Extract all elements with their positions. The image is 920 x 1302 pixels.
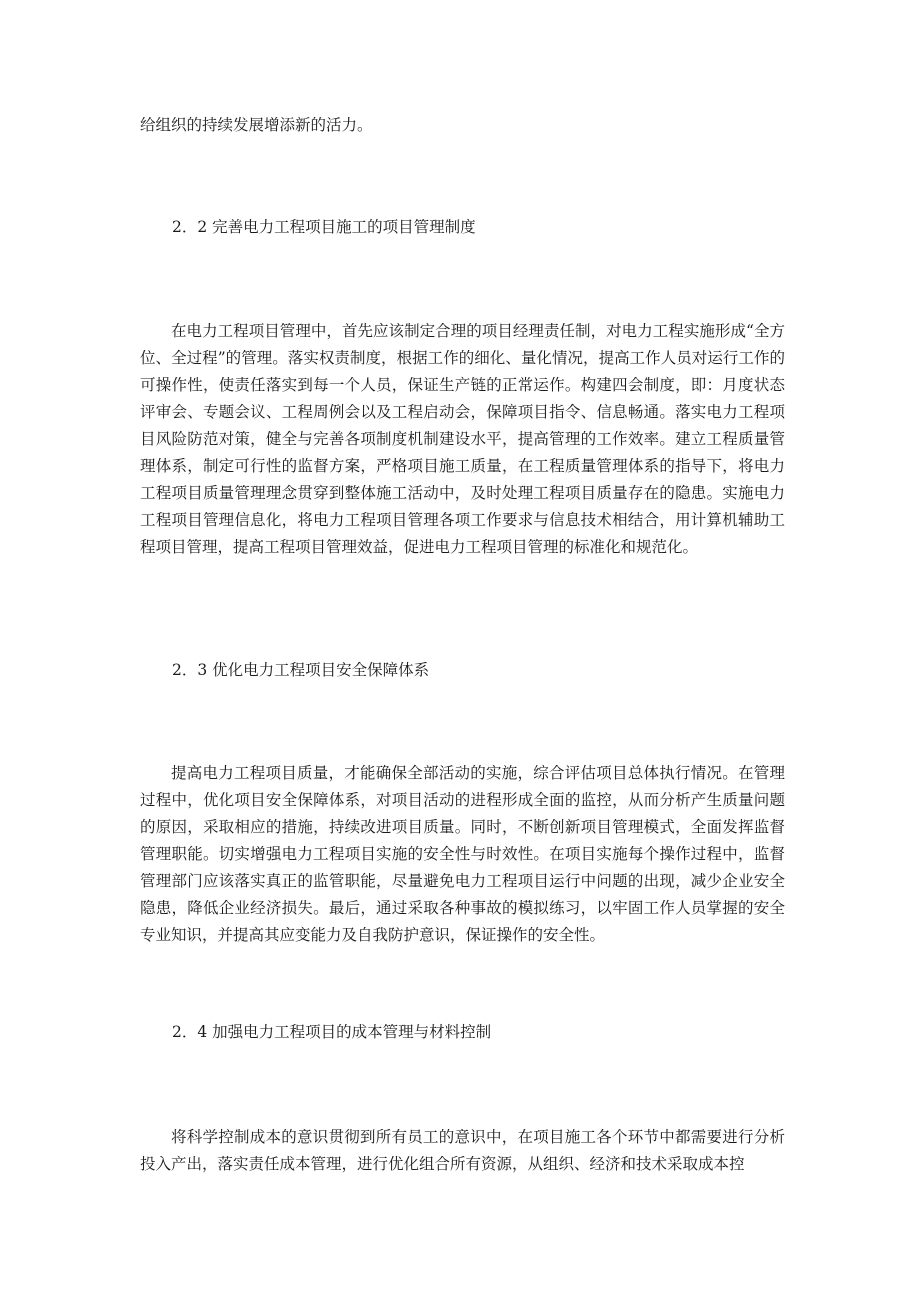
section-body-2-3: 提高电力工程项目质量，才能确保全部活动的实施，综合评估项目总体执行情况。在管理过程中，优化项目安全保障体系，对项目活动的进程形成全面的监控，从而分析产生质量问题的原因，采取相应的措施，持续改进项目质量。同时，不断创新项目管理模式，全面发挥监督管理职能。切实增强电力工程项目实施的安全性与时效性。在项目实施每个操作过程中，监督管理部门应该落实真正的监管职能，尽量避免电力工程项目运行中问题的出现，减少企业安全隐患，降低企业经济损失。最后，通过采取各种事故的模拟练习，以牢固工作人员掌握的安全专业知识，并提高其应变能力及自我防护意识，保证操作的安全性。	[140, 764, 785, 944]
continuation-paragraph: 给组织的持续发展增添新的活力。	[140, 116, 373, 134]
section-heading-2-3: 2．3 优化电力工程项目安全保障体系	[172, 661, 430, 679]
section-body-2-4: 将科学控制成本的意识贯彻到所有员工的意识中，在项目施工各个环节中都需要进行分析投入产出，落实责任成本管理，进行优化组合所有资源，从组织、经济和技术采取成本控	[140, 1128, 785, 1173]
section-heading-2-4: 2．4 加强电力工程项目的成本管理与材料控制	[172, 1023, 492, 1041]
section-body-2-2: 在电力工程项目管理中，首先应该制定合理的项目经理责任制，对电力工程实施形成“全方位、全过程”的管理。落实权责制度，根据工作的细化、量化情况，提高工作人员对运行工作的可操作性，使责任落实到每一个人员，保证生产链的正常运作。构建四会制度，即：月度状态评审会、专题会议、工程周例会以及工程启动会，保障项目指令、信息畅通。落实电力工程项目风险防范对策，健全与完善各项制度机制建设水平，提高管理的工作效率。建立工程质量管理体系，制定可行性的监督方案，严格项目施工质量，在工程质量管理体系的指导下，将电力工程项目质量管理理念贯穿到整体施工活动中，及时处理工程项目质量存在的隐患。实施电力工程项目管理信息化，将电力工程项目管理各项工作要求与信息技术相结合，用计算机辅助工程项目管理，提高工程项目管理效益，促进电力工程项目管理的标准化和规范化。	[140, 322, 785, 556]
section-heading-2-2: 2．2 完善电力工程项目施工的项目管理制度	[172, 218, 476, 236]
